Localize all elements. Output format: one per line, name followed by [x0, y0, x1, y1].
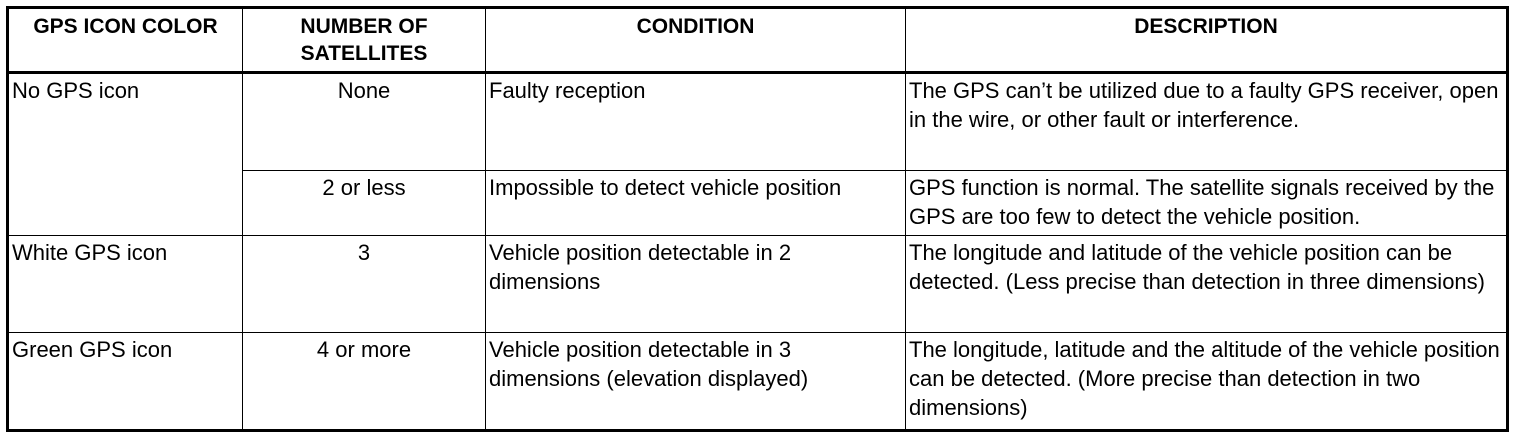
cell-condition: Faulty reception: [486, 73, 906, 171]
cell-gps-icon-color: No GPS icon: [8, 73, 243, 236]
cell-description: GPS function is normal. The satellite signals received by the GPS are too few to detect the vehicle position.: [906, 171, 1508, 236]
table-row: [8, 236, 1508, 333]
cell-number-of-satellites: 2 or less: [243, 171, 486, 236]
table-body: [8, 73, 1508, 431]
cell-gps-icon-color: Green GPS icon: [8, 333, 243, 431]
cell-number-of-satellites: 3: [243, 236, 486, 333]
cell-condition: Vehicle position detectable in 3 dimensions (elevation displayed): [486, 333, 906, 431]
table-row: [8, 73, 1508, 171]
table-row: [8, 333, 1508, 431]
cell-condition: Vehicle position detectable in 2 dimensions: [486, 236, 906, 333]
header-description: DESCRIPTION: [906, 8, 1508, 73]
cell-description: The longitude and latitude of the vehicle position can be detected. (Less precise than detection in three dimensions): [906, 236, 1508, 333]
cell-number-of-satellites: 4 or more: [243, 333, 486, 431]
header-row: [8, 8, 1508, 73]
header-condition: CONDITION: [486, 8, 906, 73]
gps-status-table: [6, 6, 1509, 432]
cell-gps-icon-color: White GPS icon: [8, 236, 243, 333]
table-header: [8, 8, 1508, 73]
cell-description: The GPS can’t be utilized due to a faulty GPS receiver, open in the wire, or other fault or interference.: [906, 73, 1508, 171]
header-gps-icon-color: GPS ICON COLOR: [8, 8, 243, 73]
cell-number-of-satellites: None: [243, 73, 486, 171]
header-number-of-satellites: NUMBER OF SATELLITES: [243, 8, 486, 73]
cell-description: The longitude, latitude and the altitude of the vehicle position can be detected. (More precise than detection in two dimensions): [906, 333, 1508, 431]
cell-condition: Impossible to detect vehicle position: [486, 171, 906, 236]
